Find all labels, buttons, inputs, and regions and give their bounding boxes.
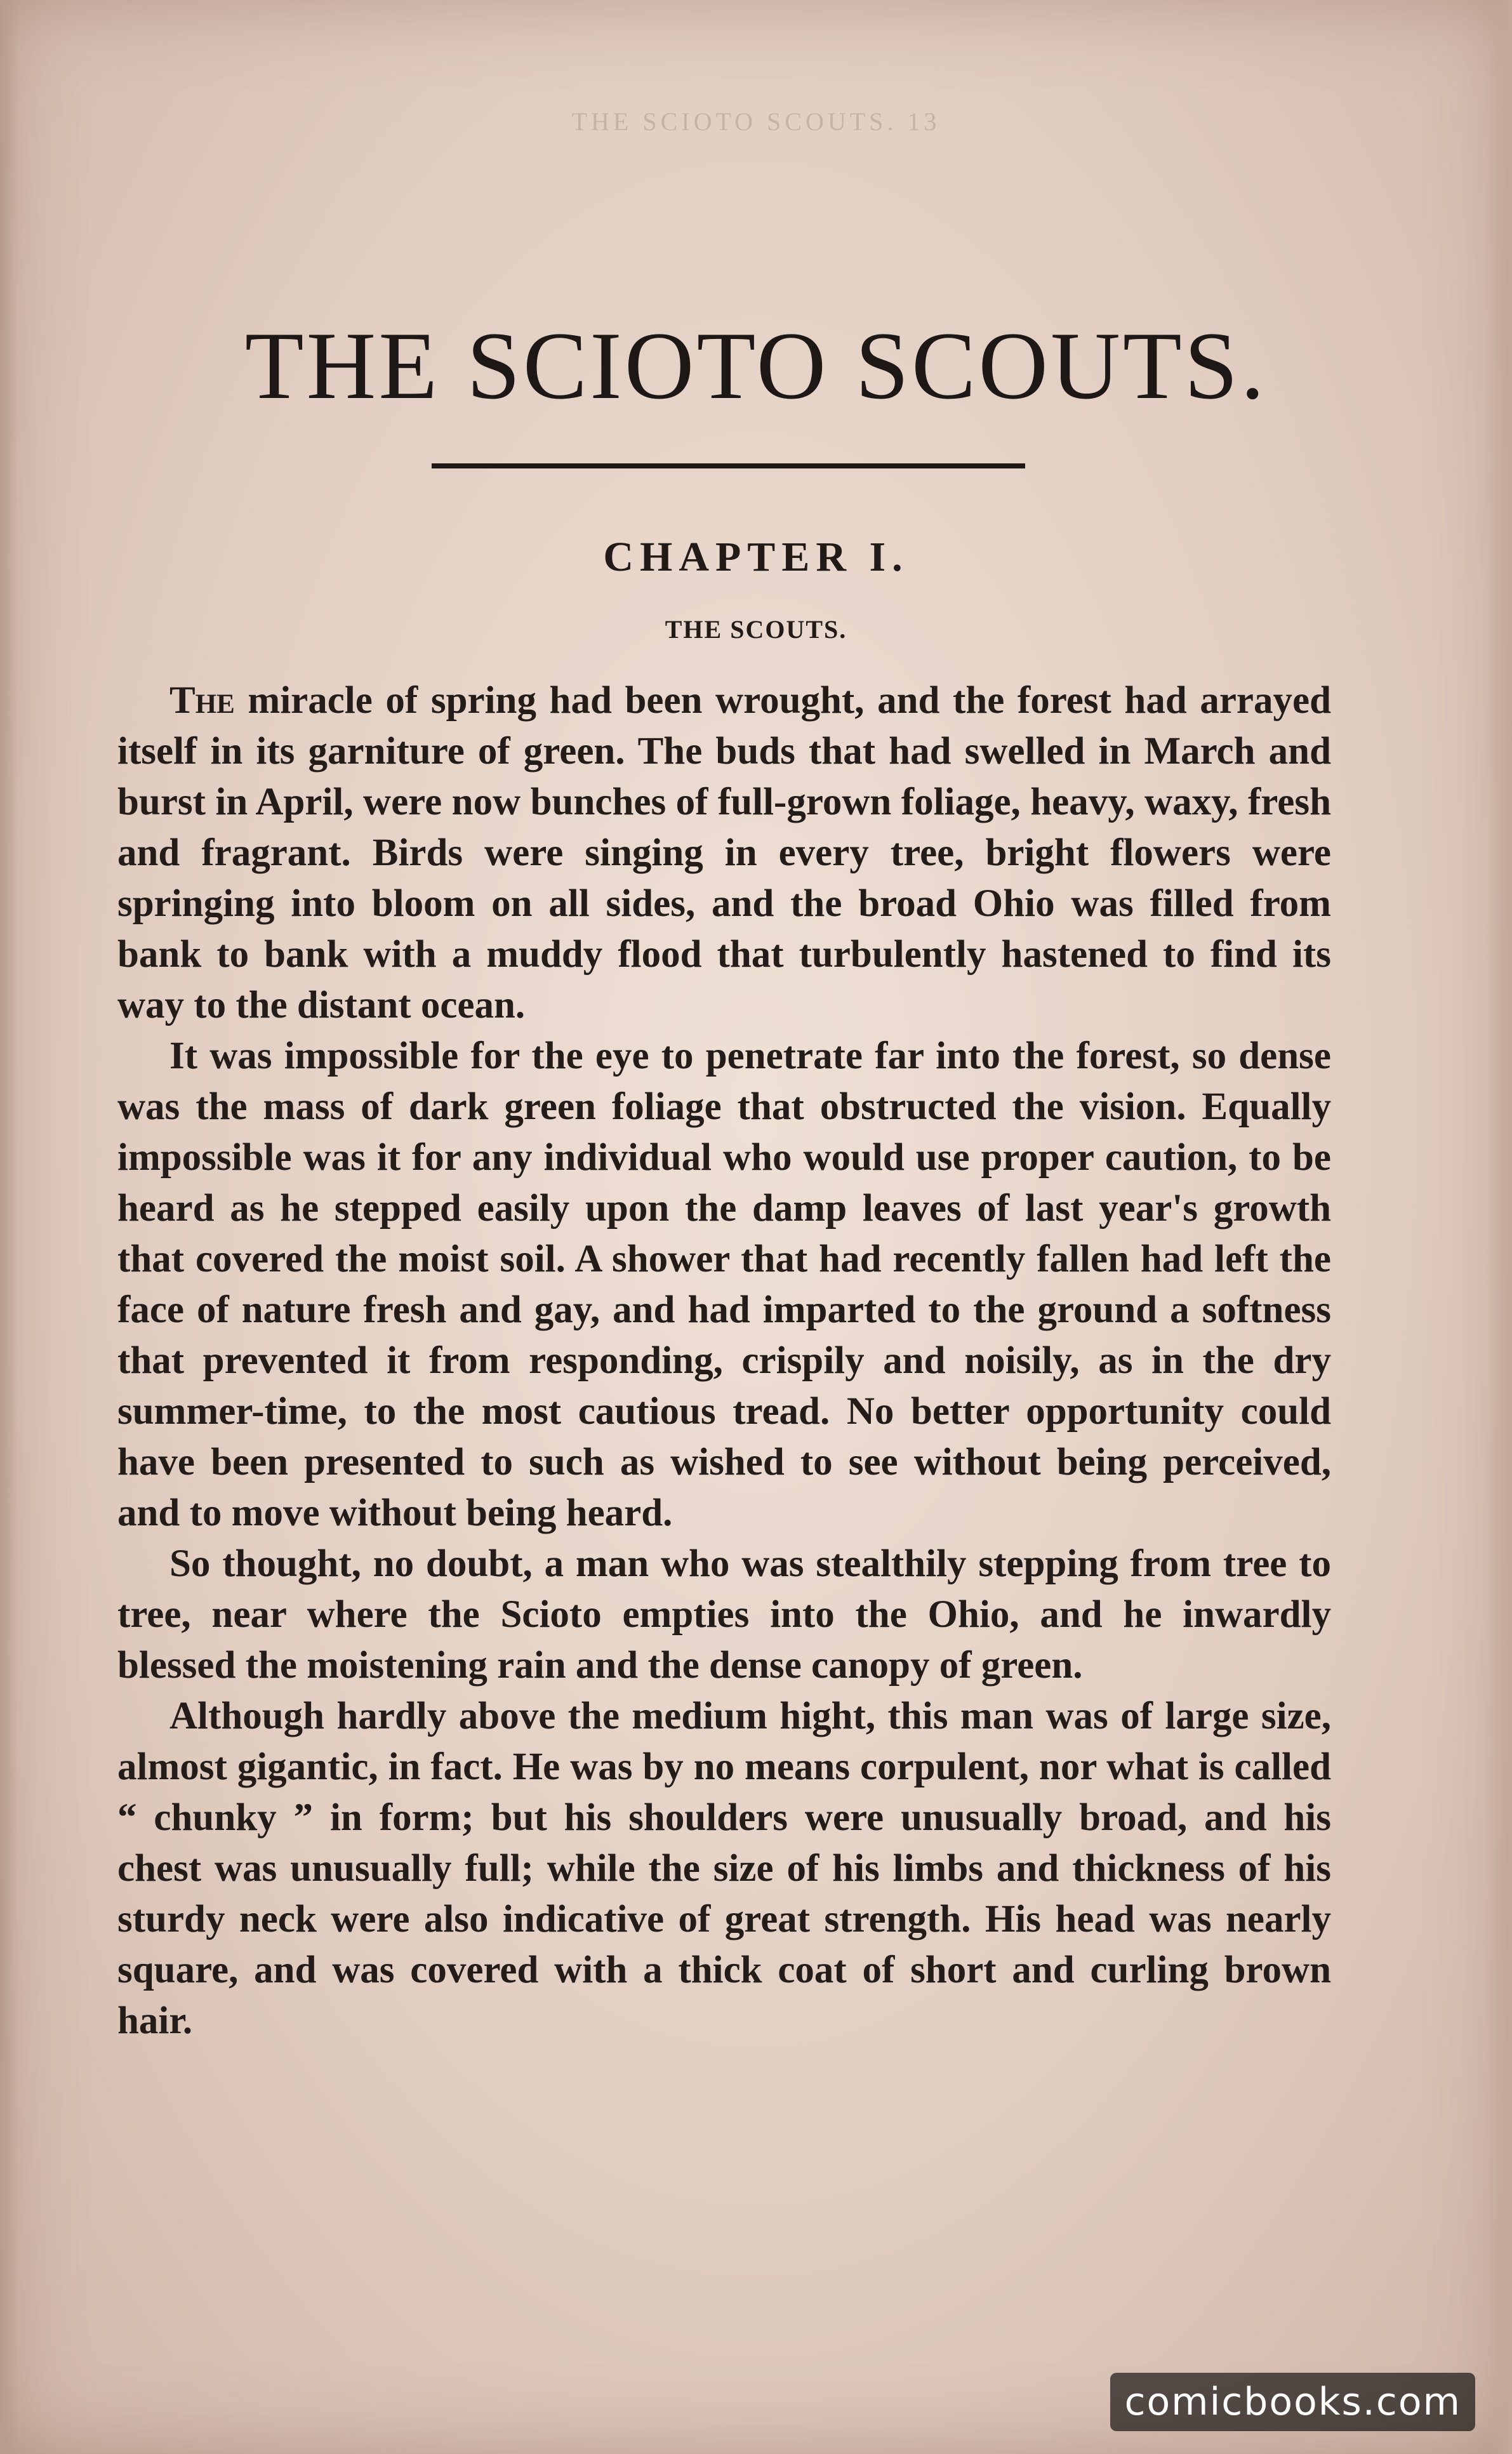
paragraph-text: miracle of spring had been wrought, and the forest had arrayed itself in its garniture of green. The buds that had swelled in March and burst in April, were now bunches of full-grown foliage, heavy, waxy, fresh and fragrant. Birds were singing in every tree, bright flowers were springing into bloom on all sides, and the broad Ohio was filled from bank to bank with a muddy flood that turbulently hastened to find its way to the distant ocean. bbox=[117, 679, 1331, 1026]
paragraph-text: Although hardly above the medium hight, this man was of large size, almost gigantic, in fact. He was by no means corpulent, nor what is called “ chunky ” in form; but his shoulders were unusually broad, and his chest was unusually full; while the size of his limbs and thickness of his sturdy neck were also indicative of great strength. His head was nearly square, and was covered with a thick coat of short and curling brown hair. bbox=[117, 1695, 1331, 2042]
body-text bbox=[117, 675, 1331, 2046]
paragraph bbox=[117, 1691, 1331, 2046]
chapter-heading: CHAPTER I. bbox=[603, 534, 909, 580]
running-head-bleedthrough: THE SCIOTO SCOUTS. 13 bbox=[571, 107, 941, 136]
book-title: THE SCIOTO SCOUTS. bbox=[244, 312, 1268, 419]
title-rule bbox=[432, 463, 1025, 468]
paragraph bbox=[117, 1031, 1331, 1539]
paragraph-text: It was impossible for the eye to penetrate far into the forest, so dense was the mass of dark green foliage that obstructed the vision. Equally impossible was it for any individual who would use proper caution, to be heard as he stepped easily upon the damp leaves of last year's growth that covered the moist soil. A shower that had recently fallen had left the face of nature fresh and gay, and had imparted to the ground a softness that prevented it from responding, crispily and noisily, as in the dry summer-time, to the most cautious tread. No better opportunity could have been presented to such as wished to see without being perceived, and to move without being heard. bbox=[117, 1035, 1331, 1534]
paragraph bbox=[117, 1539, 1331, 1691]
paragraph-text: So thought, no doubt, a man who was stealthily stepping from tree to tree, near where the Scioto empties into the Ohio, and he inwardly blessed the moistening rain and the dense canopy of green. bbox=[117, 1542, 1331, 1687]
chapter-subtitle: THE SCOUTS. bbox=[665, 615, 847, 644]
paragraph bbox=[117, 675, 1331, 1031]
source-watermark: comicbooks.com bbox=[1110, 2373, 1475, 2431]
paragraph-first-word: The bbox=[169, 679, 235, 722]
